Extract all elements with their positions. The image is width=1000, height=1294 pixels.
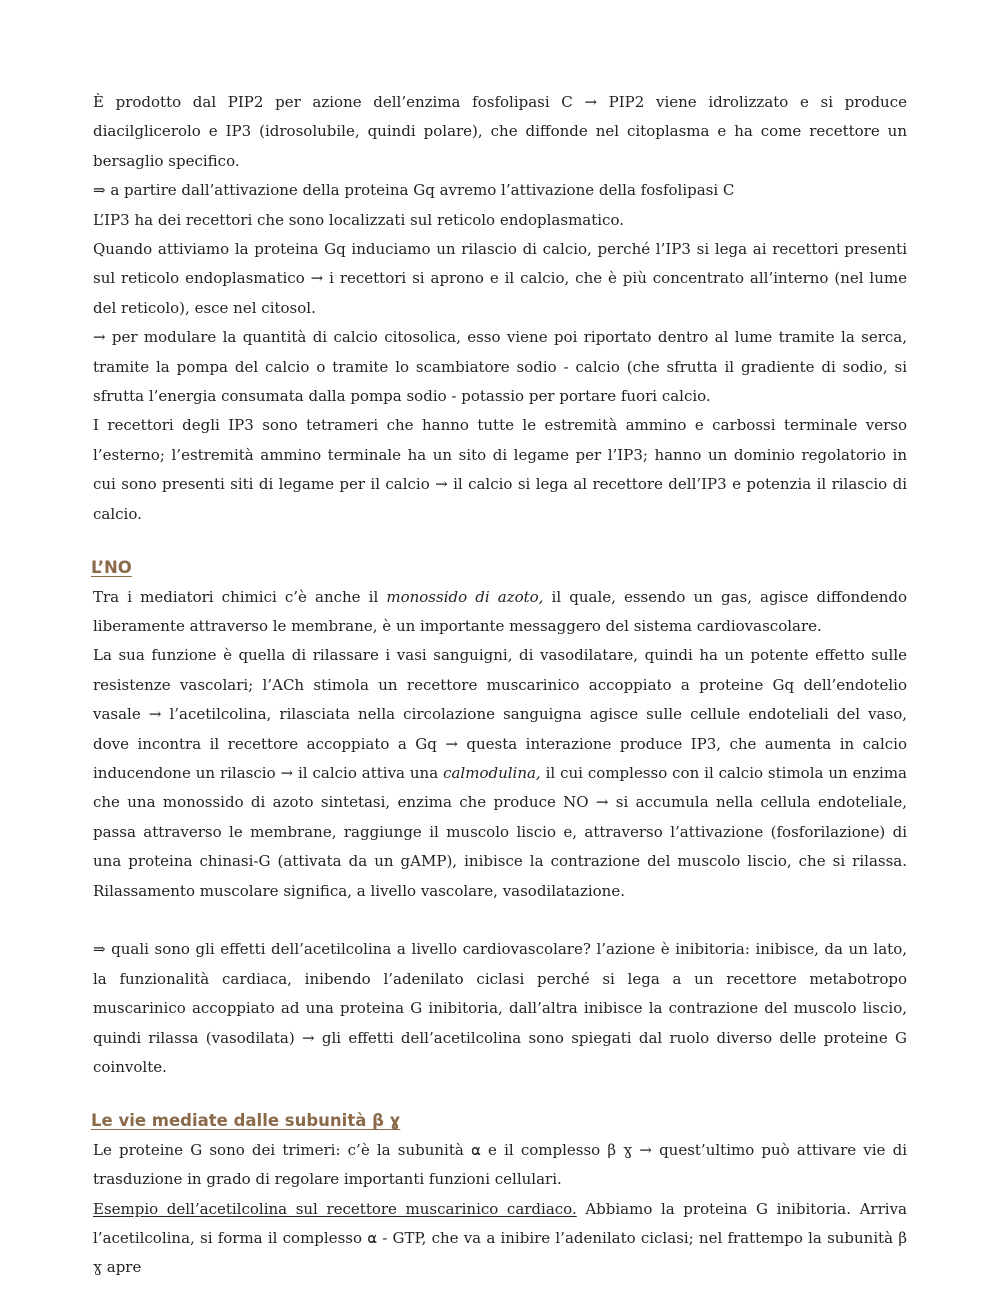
text-run: il cui complesso con il calcio stimola un enzima che una monossido di azoto sintetasi, enzima che produce NO → si accumula nella cellula endoteliale, passa attraverso le membrane, raggiunge il muscolo liscio e, attraverso l’attivazione (fosforilazione) di una proteina chinasi-G (attivata da un gAMP), inibisce la contrazione del muscolo liscio, che si rilassa. Rilassamento muscolare significa, a livello vascolare, vasodilatazione.	[93, 763, 907, 900]
heading-no: L’NO	[91, 558, 132, 578]
paragraph-calcium-release: Quando attiviamo la proteina Gq induciamo un rilascio di calcio, perché l’IP3 si lega ai recettori presenti sul reticolo endoplasmatico → i recettori si aprono e il calcio, che è più concentrato all’interno (nel lume del reticolo), esce nel citosol.	[93, 240, 907, 317]
paragraph-g-trimers: Le proteine G sono dei trimeri: c’è la subunità ⍺ e il complesso β ɣ → quest’ultimo può attivare vie di trasduzione in grado di regolare importanti funzioni cellulari.	[93, 1140, 907, 1189]
text-run: La sua funzione è quella di rilassare i vasi sanguigni, di vasodilatare, quindi ha un potente effetto sulle resistenze vascolari; l’ACh stimola un recettore muscarinico accoppiato a proteine Gq dell’endotelio vasale → l’acetilcolina, rilasciata nella circolazione sanguigna agisce sulle cellule endoteliali del vaso, dove incontra il recettore accoppiato a Gq → questa interazione produce IP3, che aumenta in calcio inducendone un rilascio → il calcio attiva una	[93, 646, 907, 782]
paragraph-pip2: È prodotto dal PIP2 per azione dell’enzima fosfolipasi C → PIP2 viene idrolizzato e si produce diacilglicerolo e IP3 (idrosolubile, quindi polare), che diffonde nel citoplasma e ha come recettore un bersaglio specifico.	[93, 93, 907, 170]
paragraph-ip3-tetramers: I recettori degli IP3 sono tetrameri che hanno tutte le estremità ammino e carbossi terminale verso l’esterno; l’estremità ammino terminale ha un sito di legame per l’IP3; hanno un dominio regolatorio in cui sono presenti siti di legame per il calcio → il calcio si lega al recettore dell’IP3 e potenzia il rilascio di calcio.	[93, 416, 907, 523]
spacer	[93, 529, 907, 553]
paragraph-no-function	[93, 641, 907, 906]
text-run: il quale, essendo un gas, agisce diffondendo liberamente attraverso le membrane, è un importante messaggero del sistema cardiovascolare.	[93, 587, 907, 635]
paragraph-gq-activation: ⇒ a partire dall’attivazione della proteina Gq avremo l’attivazione della fosfolipasi C	[93, 181, 735, 200]
underlined-example: Esempio dell’acetilcolina sul recettore muscarinico cardiaco.	[93, 1199, 577, 1218]
spacer	[93, 1082, 907, 1106]
blank-line	[93, 906, 907, 935]
heading-beta-gamma: Le vie mediate dalle subunità β ɣ	[91, 1111, 401, 1131]
emphasis-calmodulina: calmodulina,	[443, 763, 541, 782]
paragraph-ach-example	[93, 1195, 907, 1283]
document-page	[93, 88, 907, 1283]
paragraph-calcium-modulation: → per modulare la quantità di calcio citosolica, esso viene poi riportato dentro al lume tramite la serca, tramite la pompa del calcio o tramite lo scambiatore sodio - calcio (che sfrutta il gradiente di sodio, si sfrutta l’energia consumata dalla pompa sodio - potassio per portare fuori calcio.	[93, 328, 907, 406]
paragraph-ach-effects: ⇒ quali sono gli effetti dell’acetilcolina a livello cardiovascolare? l’azione è inibitoria: inibisce, da un lato, la funzionalità cardiaca, inibendo l’adenilato ciclasi perché si lega a un recettore metabotropo muscarinico accoppiato ad una proteina G inibitoria, dall’altra inibisce la contrazione del muscolo liscio, quindi rilassa (vasodilata) → gli effetti dell’acetilcolina sono spiegati dal ruolo diverso delle proteine G coinvolte.	[93, 940, 907, 1076]
paragraph-ip3-receptors: L’IP3 ha dei recettori che sono localizzati sul reticolo endoplasmatico.	[93, 210, 624, 229]
paragraph-no-intro	[93, 583, 907, 642]
text-run: Abbiamo la proteina G inibitoria. Arriva l’acetilcolina, si forma il complesso ⍺ - GTP, che va a inibire l’adenilato ciclasi; nel frattempo la subunità β ɣ apre	[93, 1199, 907, 1277]
emphasis-monossido: monossido di azoto,	[386, 587, 544, 606]
text-run: Tra i mediatori chimici c’è anche il	[93, 587, 387, 606]
